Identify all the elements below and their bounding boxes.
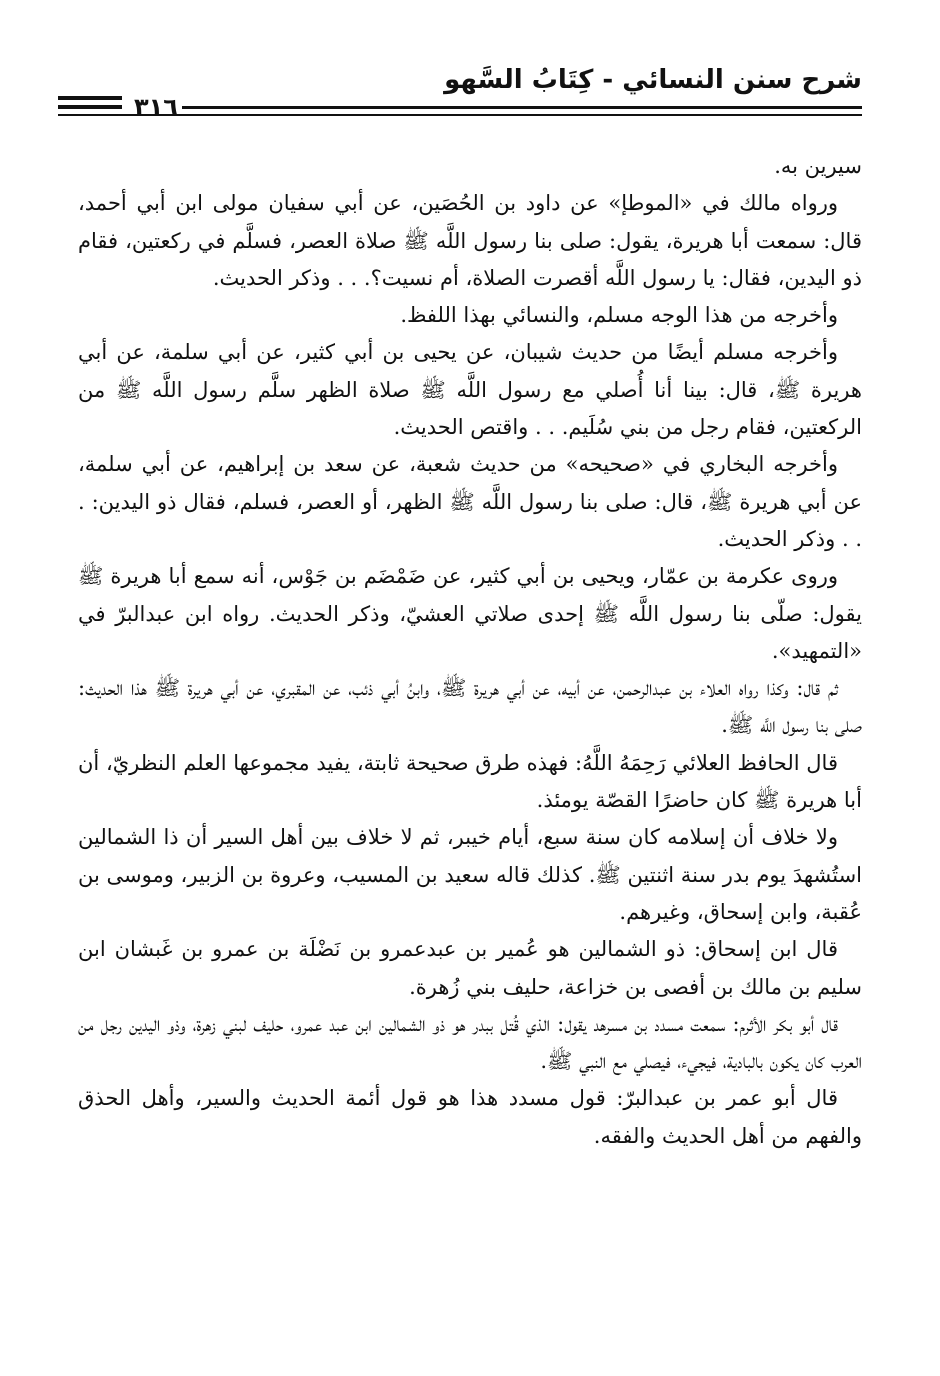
- paragraph: ولا خلاف أن إسلامه كان سنة سبع، أيام خيبر، ثم لا خلاف بين أهل السير أن ذا الشمالين استُشهدَ يوم بدر سنة اثنتين ﷺ. كذلك قاله سعيد بن المسيب، وعروة بن الزبير، وموسى بن عُقبة، وابن إسحاق، وغيرهم.: [78, 825, 862, 924]
- paragraph: ثم قال: وكذا رواه العلاء بن عبدالرحمن، عن أبيه، عن أبي هريرة ﷺ، وابنُ أبي ذئب، عن المقبري، عن أبي هريرة ﷺ هذا الحديث: صلى بنا رسول اللَّه ﷺ.: [78, 676, 862, 738]
- paragraph: وروى عكرمة بن عمّار، ويحيى بن أبي كثير، عن ضَمْضَم بن جَوْس، أنه سمع أبا هريرة ﷺ يقول: صلّى بنا رسول اللَّه ﷺ إحدى صلاتي العشيّ، وذكر الحديث. رواه ابن عبدالبرّ في «التمهيد».: [78, 564, 862, 663]
- paragraph: قال أبو عمر بن عبدالبرّ: قول مسدد هذا هو قول أئمة الحديث والسير، وأهل الحذق والفهم من أهل الحديث والفقه.: [78, 1086, 862, 1148]
- paragraph: ورواه مالك في «الموطإ» عن داود بن الحُصَين، عن أبي سفيان مولى ابن أبي أحمد، قال: سمعت أبا هريرة، يقول: صلى بنا رسول اللَّه ﷺ صلاة العصر، فسلَّم في ركعتين، فقام ذو اليدين، فقال: يا رسول اللَّه أقصرت الصلاة، أم نسيت؟. . . وذكر الحديث.: [78, 191, 862, 290]
- paragraph: قال أبو بكر الأثرم: سمعت مسدد بن مسرهد يقول: الذي قُتل ببدر هو ذو الشمالين ابن عبد عمرو، حليف لبني زهرة، وذو اليدين رجل من العرب كان يكون بالبادية، فيجيء، فيصلي مع النبي ﷺ.: [78, 1011, 862, 1074]
- paragraph: وأخرجه مسلم أيضًا من حديث شيبان، عن يحيى بن أبي كثير، عن أبي سلمة، عن أبي هريرة ﷺ، قال: بينا أنا أُصلي مع رسول اللَّه ﷺ صلاة الظهر سلَّم رسول اللَّه ﷺ من الركعتين، فقام رجل من بني سُلَيم. . . واقتص الحديث.: [78, 340, 862, 440]
- paragraph: سيرين به.: [774, 154, 862, 178]
- paragraph: وأخرجه البخاري في «صحيحه» من حديث شعبة، عن سعد بن إبراهيم، عن أبي سلمة، عن أبي هريرة ﷺ، قال: صلى بنا رسول اللَّه ﷺ الظهر، أو العصر، فسلم، فقال ذو اليدين: . . . وذكر الحديث.: [78, 452, 862, 551]
- body-text: [78, 148, 862, 1155]
- paragraph: قال ابن إسحاق: ذو الشمالين هو عُمير بن عبدعمرو بن نَضْلَة بن عمرو بن غَبشان ابن سليم بن مالك بن أفصى بن خزاعة، حليف بني زُهرة.: [78, 937, 862, 999]
- page-header: [58, 60, 862, 122]
- running-title: شرح سنن النسائي - كِتَابُ السَّهو: [444, 65, 862, 95]
- page-number-rules: [58, 96, 122, 114]
- page-number-rule: [58, 105, 122, 109]
- header-rule-bottom: [58, 114, 862, 116]
- paragraph: قال الحافظ العلائي رَحِمَهُ اللَّهُ: فهذه طرق صحيحة ثابتة، يفيد مجموعها العلم النظريّ، أن أبا هريرة ﷺ كان حاضرًا القصّة يومئذ.: [78, 750, 862, 813]
- paragraph: وأخرجه من هذا الوجه مسلم، والنسائي بهذا اللفظ.: [400, 303, 838, 328]
- page-number: ٣١٦: [134, 93, 178, 121]
- page-number-rule: [58, 96, 122, 100]
- header-rule-top: [182, 106, 862, 109]
